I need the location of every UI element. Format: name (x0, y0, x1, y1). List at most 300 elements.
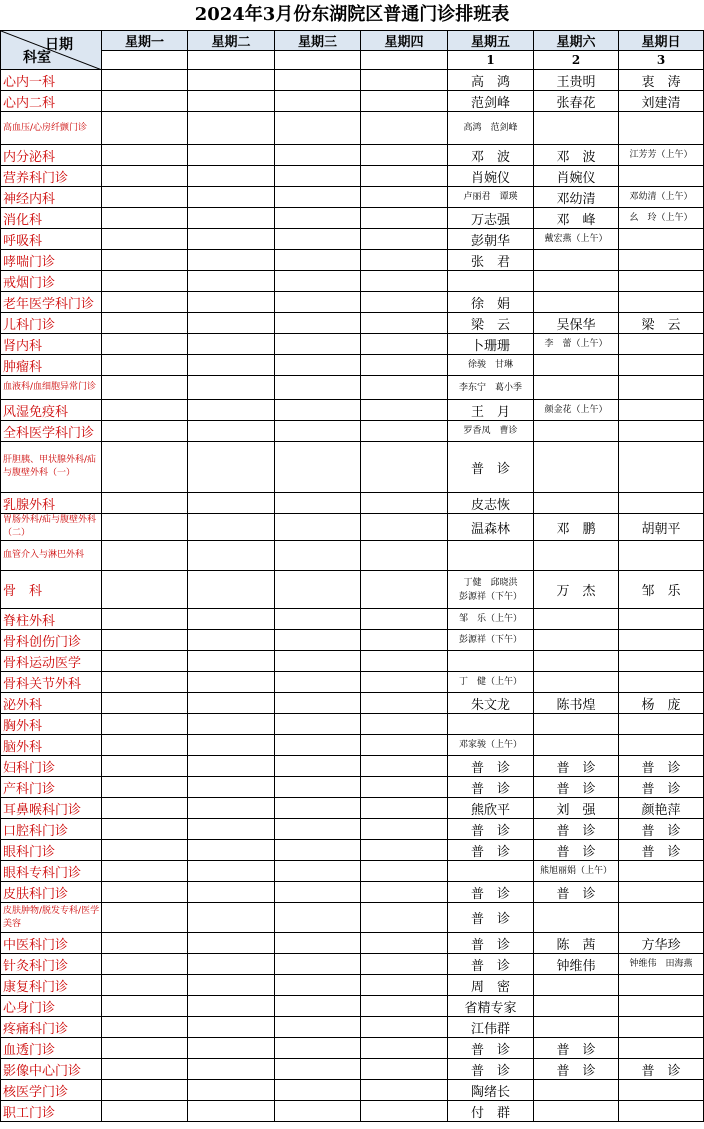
table-row (1, 1101, 704, 1122)
schedule-cell (361, 355, 448, 376)
schedule-cell: 普 诊 (619, 777, 704, 798)
schedule-cell (102, 292, 188, 313)
schedule-cell (102, 208, 188, 229)
day-header: 星期一 (102, 31, 188, 51)
schedule-cell (534, 630, 619, 651)
schedule-cell (275, 882, 361, 903)
schedule-cell (188, 166, 275, 187)
schedule-cell (275, 1017, 361, 1038)
schedule-cell: 肖婉仪 (448, 166, 534, 187)
day-header: 星期三 (275, 31, 361, 51)
schedule-cell (534, 714, 619, 735)
schedule-cell (275, 493, 361, 514)
table-row (1, 1038, 704, 1059)
schedule-cell (361, 334, 448, 355)
schedule-cell (361, 271, 448, 292)
schedule-cell: 普 诊 (448, 442, 534, 493)
schedule-cell (188, 1017, 275, 1038)
schedule-cell: 普 诊 (534, 840, 619, 861)
schedule-cell (275, 271, 361, 292)
schedule-cell: 普 诊 (448, 840, 534, 861)
table-row (1, 777, 704, 798)
schedule-cell (102, 355, 188, 376)
schedule-cell (188, 493, 275, 514)
schedule-cell: 徐骏 甘琳 (448, 355, 534, 376)
dept-name-cell: 针灸科门诊 (1, 954, 102, 975)
schedule-cell: 普 诊 (534, 777, 619, 798)
schedule-cell (534, 996, 619, 1017)
schedule-cell (534, 1080, 619, 1101)
schedule-cell (361, 882, 448, 903)
schedule-cell (534, 975, 619, 996)
schedule-cell: 刘 强 (534, 798, 619, 819)
schedule-cell (619, 421, 704, 442)
day-header: 星期四 (361, 31, 448, 51)
schedule-cell (361, 1017, 448, 1038)
schedule-cell (361, 250, 448, 271)
schedule-cell (102, 91, 188, 112)
schedule-cell: 彭源祥（下午） (448, 630, 534, 651)
dept-name-cell: 疼痛科门诊 (1, 1017, 102, 1038)
schedule-cell (275, 933, 361, 954)
dept-name-cell: 耳鼻喉科门诊 (1, 798, 102, 819)
schedule-cell (361, 840, 448, 861)
schedule-cell (188, 1080, 275, 1101)
schedule-cell (361, 376, 448, 400)
schedule-cell: 江芳芳（上午） (619, 145, 704, 166)
table-row (1, 421, 704, 442)
schedule-cell (361, 571, 448, 609)
schedule-cell (188, 421, 275, 442)
schedule-cell: 邹 乐（上午） (448, 609, 534, 630)
schedule-cell: 普 诊 (448, 903, 534, 933)
schedule-cell (275, 514, 361, 541)
schedule-cell (361, 651, 448, 672)
schedule-cell (534, 292, 619, 313)
table-row (1, 91, 704, 112)
schedule-cell (534, 442, 619, 493)
dept-name-cell: 核医学门诊 (1, 1080, 102, 1101)
schedule-cell: 王贵明 (534, 70, 619, 91)
schedule-cell (619, 1080, 704, 1101)
schedule-cell (102, 376, 188, 400)
table-row (1, 714, 704, 735)
dept-name-cell: 骨 科 (1, 571, 102, 609)
table-row (1, 355, 704, 376)
table-row (1, 651, 704, 672)
schedule-cell (619, 996, 704, 1017)
dept-name-cell: 心内二科 (1, 91, 102, 112)
schedule-cell (102, 442, 188, 493)
schedule-cell: 钟维伟 田海燕 (619, 954, 704, 975)
schedule-cell: 范剑峰 (448, 91, 534, 112)
table-row (1, 70, 704, 91)
schedule-cell (102, 651, 188, 672)
schedule-cell (534, 355, 619, 376)
schedule-cell: 丁 健（上午） (448, 672, 534, 693)
table-row (1, 996, 704, 1017)
schedule-cell (361, 514, 448, 541)
table-row (1, 1059, 704, 1080)
schedule-cell (361, 112, 448, 145)
schedule-cell (361, 714, 448, 735)
schedule-cell: 江伟群 (448, 1017, 534, 1038)
schedule-cell (188, 112, 275, 145)
schedule-cell (188, 271, 275, 292)
corner-date-label: 日期 (45, 37, 73, 53)
schedule-cell: 普 诊 (619, 1059, 704, 1080)
schedule-cell (619, 1101, 704, 1122)
schedule-cell (361, 313, 448, 334)
schedule-cell: 梁 云 (619, 313, 704, 334)
schedule-cell: 张春花 (534, 91, 619, 112)
schedule-cell (102, 933, 188, 954)
schedule-cell: 李 蕾（上午） (534, 334, 619, 355)
dept-name-cell: 哮喘门诊 (1, 250, 102, 271)
schedule-cell: 普 诊 (534, 1059, 619, 1080)
schedule-cell (275, 1038, 361, 1059)
schedule-cell (619, 882, 704, 903)
schedule-cell (275, 541, 361, 571)
dept-name-cell: 眼科专科门诊 (1, 861, 102, 882)
schedule-cell (361, 1059, 448, 1080)
dept-name-cell: 呼吸科 (1, 229, 102, 250)
dept-name-cell: 皮肤科门诊 (1, 882, 102, 903)
schedule-cell (102, 798, 188, 819)
table-row (1, 541, 704, 571)
schedule-cell (188, 933, 275, 954)
dept-name-cell: 脑外科 (1, 735, 102, 756)
schedule-cell: 万志强 (448, 208, 534, 229)
schedule-cell: 徐 娟 (448, 292, 534, 313)
dept-name-cell: 皮肤肿物/脱发专科/医学美容 (1, 903, 102, 933)
schedule-cell (534, 493, 619, 514)
schedule-cell (361, 1101, 448, 1122)
dept-name-cell: 眼科门诊 (1, 840, 102, 861)
dept-name-cell: 骨科运动医学 (1, 651, 102, 672)
schedule-cell: 普 诊 (448, 954, 534, 975)
schedule-cell (102, 672, 188, 693)
table-row (1, 400, 704, 421)
dept-name-cell: 肾内科 (1, 334, 102, 355)
schedule-cell: 邓 波 (534, 145, 619, 166)
dept-name-cell: 骨科关节外科 (1, 672, 102, 693)
schedule-cell (361, 145, 448, 166)
table-row (1, 571, 704, 609)
schedule-cell: 高鸿 范剑峰 (448, 112, 534, 145)
day-header: 星期二 (188, 31, 275, 51)
schedule-cell (275, 903, 361, 933)
table-row (1, 334, 704, 355)
schedule-cell (102, 571, 188, 609)
day-header: 星期日 (619, 31, 704, 51)
schedule-cell: 衷 涛 (619, 70, 704, 91)
schedule-cell (102, 187, 188, 208)
schedule-cell (619, 714, 704, 735)
schedule-cell (188, 903, 275, 933)
dept-name-cell: 乳腺外科 (1, 493, 102, 514)
day-header: 星期六 (534, 31, 619, 51)
schedule-cell: 肖婉仪 (534, 166, 619, 187)
schedule-cell (188, 91, 275, 112)
schedule-cell (188, 541, 275, 571)
schedule-cell (619, 1017, 704, 1038)
schedule-cell: 普 诊 (619, 756, 704, 777)
dept-name-cell: 血液科/血细胞异常门诊 (1, 376, 102, 400)
table-row (1, 112, 704, 145)
schedule-cell: 颜金花（上午） (534, 400, 619, 421)
schedule-cell (275, 975, 361, 996)
schedule-cell (275, 996, 361, 1017)
schedule-cell (361, 933, 448, 954)
schedule-cell (361, 166, 448, 187)
schedule-cell (361, 1080, 448, 1101)
schedule-cell (619, 609, 704, 630)
table-row (1, 954, 704, 975)
dept-name-cell: 肿瘤科 (1, 355, 102, 376)
schedule-cell (361, 861, 448, 882)
corner-dept-label: 科室 (23, 50, 51, 66)
table-row (1, 819, 704, 840)
schedule-cell (188, 882, 275, 903)
schedule-cell (448, 541, 534, 571)
schedule-cell (534, 250, 619, 271)
schedule-cell (448, 651, 534, 672)
schedule-cell: 邓 峰 (534, 208, 619, 229)
schedule-cell (102, 334, 188, 355)
schedule-cell (275, 355, 361, 376)
schedule-cell (188, 735, 275, 756)
table-row (1, 975, 704, 996)
schedule-cell (275, 187, 361, 208)
schedule-cell (188, 355, 275, 376)
schedule-cell (102, 1059, 188, 1080)
schedule-cell: 卜珊珊 (448, 334, 534, 355)
schedule-cell (534, 903, 619, 933)
schedule-cell (275, 334, 361, 355)
schedule-cell: 熊旭丽娟（上午） (534, 861, 619, 882)
schedule-cell (102, 714, 188, 735)
schedule-cell: 方华珍 (619, 933, 704, 954)
schedule-cell (361, 208, 448, 229)
schedule-cell (275, 250, 361, 271)
schedule-cell: 李东宁 葛小季 (448, 376, 534, 400)
schedule-cell (275, 840, 361, 861)
schedule-cell (534, 609, 619, 630)
schedule-cell (275, 1080, 361, 1101)
schedule-cell (275, 861, 361, 882)
schedule-cell (361, 442, 448, 493)
dept-name-cell: 全科医学科门诊 (1, 421, 102, 442)
table-row (1, 672, 704, 693)
schedule-cell (275, 421, 361, 442)
schedule-cell (361, 954, 448, 975)
schedule-cell (361, 996, 448, 1017)
schedule-cell (275, 442, 361, 493)
schedule-cell (619, 541, 704, 571)
dept-name-cell: 儿科门诊 (1, 313, 102, 334)
schedule-cell (102, 1101, 188, 1122)
schedule-cell (102, 693, 188, 714)
schedule-cell: 幺 玲（上午） (619, 208, 704, 229)
schedule-cell: 熊欣平 (448, 798, 534, 819)
schedule-cell (102, 1080, 188, 1101)
schedule-cell (188, 798, 275, 819)
schedule-cell (102, 1017, 188, 1038)
schedule-cell (619, 672, 704, 693)
schedule-cell (534, 672, 619, 693)
schedule-cell (188, 777, 275, 798)
dept-name-cell: 脊柱外科 (1, 609, 102, 630)
date-cell: 1 (448, 51, 534, 70)
date-cell: 3 (619, 51, 704, 70)
schedule-cell (619, 166, 704, 187)
schedule-cell: 邓 鹏 (534, 514, 619, 541)
dept-name-cell: 血管介入与淋巴外科 (1, 541, 102, 571)
table-row (1, 313, 704, 334)
schedule-cell: 普 诊 (619, 840, 704, 861)
schedule-cell (448, 271, 534, 292)
schedule-cell: 陈 茜 (534, 933, 619, 954)
schedule-cell (102, 630, 188, 651)
dept-name-cell: 老年医学科门诊 (1, 292, 102, 313)
schedule-cell: 卢丽君 谭瑛 (448, 187, 534, 208)
schedule-cell: 戴宏燕（上午） (534, 229, 619, 250)
schedule-cell (102, 70, 188, 91)
schedule-cell (188, 756, 275, 777)
date-cell (188, 51, 275, 70)
schedule-cell (275, 376, 361, 400)
schedule-cell (188, 1038, 275, 1059)
schedule-cell (534, 271, 619, 292)
date-cell (102, 51, 188, 70)
schedule-cell: 普 诊 (448, 1038, 534, 1059)
schedule-cell (275, 693, 361, 714)
schedule-cell (361, 798, 448, 819)
dept-name-cell: 肝胆胰、甲状腺外科/疝与腹壁外科（一） (1, 442, 102, 493)
schedule-cell (188, 292, 275, 313)
schedule-cell (275, 208, 361, 229)
schedule-cell (619, 334, 704, 355)
schedule-cell (361, 819, 448, 840)
schedule-cell (102, 250, 188, 271)
schedule-cell: 普 诊 (534, 882, 619, 903)
schedule-cell (102, 756, 188, 777)
schedule-cell (361, 609, 448, 630)
header-corner-cell (1, 31, 102, 70)
schedule-cell (102, 145, 188, 166)
schedule-cell (275, 91, 361, 112)
schedule-cell (102, 229, 188, 250)
schedule-cell (102, 493, 188, 514)
schedule-cell (448, 861, 534, 882)
schedule-cell (188, 651, 275, 672)
schedule-cell (275, 672, 361, 693)
schedule-cell (361, 735, 448, 756)
schedule-cell: 省精专家 (448, 996, 534, 1017)
schedule-cell: 温森林 (448, 514, 534, 541)
dept-name-cell: 内分泌科 (1, 145, 102, 166)
schedule-cell (361, 91, 448, 112)
dept-name-cell: 骨科创伤门诊 (1, 630, 102, 651)
schedule-cell (188, 400, 275, 421)
schedule-cell (102, 903, 188, 933)
schedule-cell: 王 月 (448, 400, 534, 421)
schedule-cell (619, 651, 704, 672)
schedule-cell (188, 70, 275, 91)
schedule-cell: 普 诊 (448, 882, 534, 903)
schedule-cell (275, 112, 361, 145)
schedule-cell: 普 诊 (448, 777, 534, 798)
schedule-cell: 杨 庞 (619, 693, 704, 714)
schedule-cell (619, 442, 704, 493)
schedule-cell (188, 693, 275, 714)
schedule-cell: 付 群 (448, 1101, 534, 1122)
schedule-cell (188, 187, 275, 208)
schedule-cell (102, 954, 188, 975)
schedule-cell (102, 1038, 188, 1059)
schedule-cell (188, 229, 275, 250)
table-row (1, 840, 704, 861)
table-row (1, 735, 704, 756)
table-row (1, 250, 704, 271)
schedule-cell (188, 996, 275, 1017)
schedule-cell (275, 292, 361, 313)
schedule-cell (102, 609, 188, 630)
table-row (1, 187, 704, 208)
schedule-cell (361, 756, 448, 777)
table-row (1, 693, 704, 714)
schedule-cell: 刘建清 (619, 91, 704, 112)
date-cell: 2 (534, 51, 619, 70)
schedule-cell: 普 诊 (448, 933, 534, 954)
schedule-cell (188, 442, 275, 493)
schedule-cell (275, 313, 361, 334)
table-row (1, 1080, 704, 1101)
schedule-cell (188, 334, 275, 355)
dept-name-cell: 戒烟门诊 (1, 271, 102, 292)
schedule-cell (275, 756, 361, 777)
schedule-cell (188, 819, 275, 840)
schedule-cell (534, 421, 619, 442)
schedule-cell (102, 421, 188, 442)
schedule-cell (102, 400, 188, 421)
schedule-cell (619, 735, 704, 756)
schedule-cell (275, 1101, 361, 1122)
schedule-cell: 普 诊 (448, 756, 534, 777)
table-row (1, 933, 704, 954)
schedule-cell (619, 229, 704, 250)
dept-name-cell: 泌外科 (1, 693, 102, 714)
dept-name-cell: 营养科门诊 (1, 166, 102, 187)
schedule-cell (275, 145, 361, 166)
schedule-cell (361, 187, 448, 208)
schedule-cell: 皮志恢 (448, 493, 534, 514)
schedule-cell (619, 903, 704, 933)
schedule-cell (102, 996, 188, 1017)
schedule-cell (275, 571, 361, 609)
dept-name-cell: 胸外科 (1, 714, 102, 735)
schedule-cell (448, 714, 534, 735)
schedule-cell: 邹 乐 (619, 571, 704, 609)
schedule-cell (275, 819, 361, 840)
dept-name-cell: 中医科门诊 (1, 933, 102, 954)
table-row (1, 442, 704, 493)
schedule-cell (102, 313, 188, 334)
table-row (1, 271, 704, 292)
schedule-cell (188, 313, 275, 334)
table-row (1, 903, 704, 933)
